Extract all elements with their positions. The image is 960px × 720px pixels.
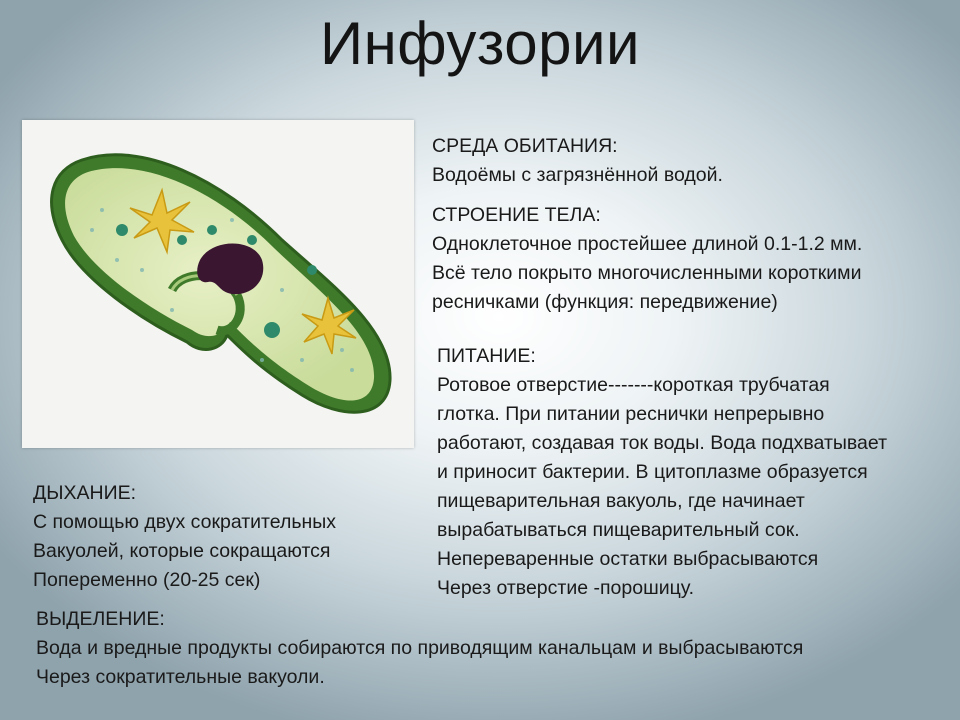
page-title: Инфузории bbox=[319, 10, 641, 77]
breathing-line: С помощью двух сократительных bbox=[33, 511, 337, 533]
nutrition-line: глотка. При питании реснички непрерывно bbox=[437, 403, 825, 425]
nutrition-line: пищеварительная вакуоль, где начинает bbox=[437, 490, 805, 512]
breathing-line: Вакуолей, которые сокращаются bbox=[33, 540, 331, 562]
nutrition-line: Непереваренные остатки выбрасываются bbox=[437, 548, 819, 570]
habitat-heading: СРЕДА ОБИТАНИЯ: bbox=[432, 135, 618, 157]
nutrition-line: работают, создавая ток воды. Вода подхватывает bbox=[437, 432, 888, 454]
structure-section bbox=[432, 201, 862, 317]
nutrition-line: вырабатываться пищеварительный сок. bbox=[437, 519, 800, 541]
nutrition-line: и приносит бактерии. В цитоплазме образуется bbox=[437, 461, 868, 483]
breathing-line: Попеременно (20-25 сек) bbox=[33, 569, 261, 591]
paramecium-figure bbox=[22, 120, 414, 448]
breathing-section bbox=[33, 479, 336, 595]
nutrition-line: Через отверстие -порошицу. bbox=[437, 577, 694, 599]
breathing-heading: ДЫХАНИЕ: bbox=[33, 482, 137, 504]
habitat-line: Водоёмы с загрязнённой водой. bbox=[432, 164, 723, 186]
structure-heading: СТРОЕНИЕ ТЕЛА: bbox=[432, 204, 601, 226]
excretion-section bbox=[36, 605, 803, 692]
structure-line: Одноклеточное простейшее длиной 0.1-1.2 мм. bbox=[432, 233, 863, 255]
nutrition-section bbox=[437, 342, 887, 603]
habitat-section bbox=[432, 132, 723, 190]
nutrition-line: Ротовое отверстие-------короткая трубчатая bbox=[437, 374, 830, 396]
excretion-line: Через сократительные вакуоли. bbox=[36, 666, 325, 688]
paramecium-icon bbox=[22, 120, 414, 448]
excretion-heading: ВЫДЕЛЕНИЕ: bbox=[36, 608, 165, 630]
excretion-line: Вода и вредные продукты собираются по приводящим канальцам и выбрасываются bbox=[36, 637, 804, 659]
structure-line: Всё тело покрыто многочисленными короткими bbox=[432, 262, 862, 284]
nutrition-heading: ПИТАНИЕ: bbox=[437, 345, 536, 367]
structure-line: ресничками (функция: передвижение) bbox=[432, 291, 778, 313]
